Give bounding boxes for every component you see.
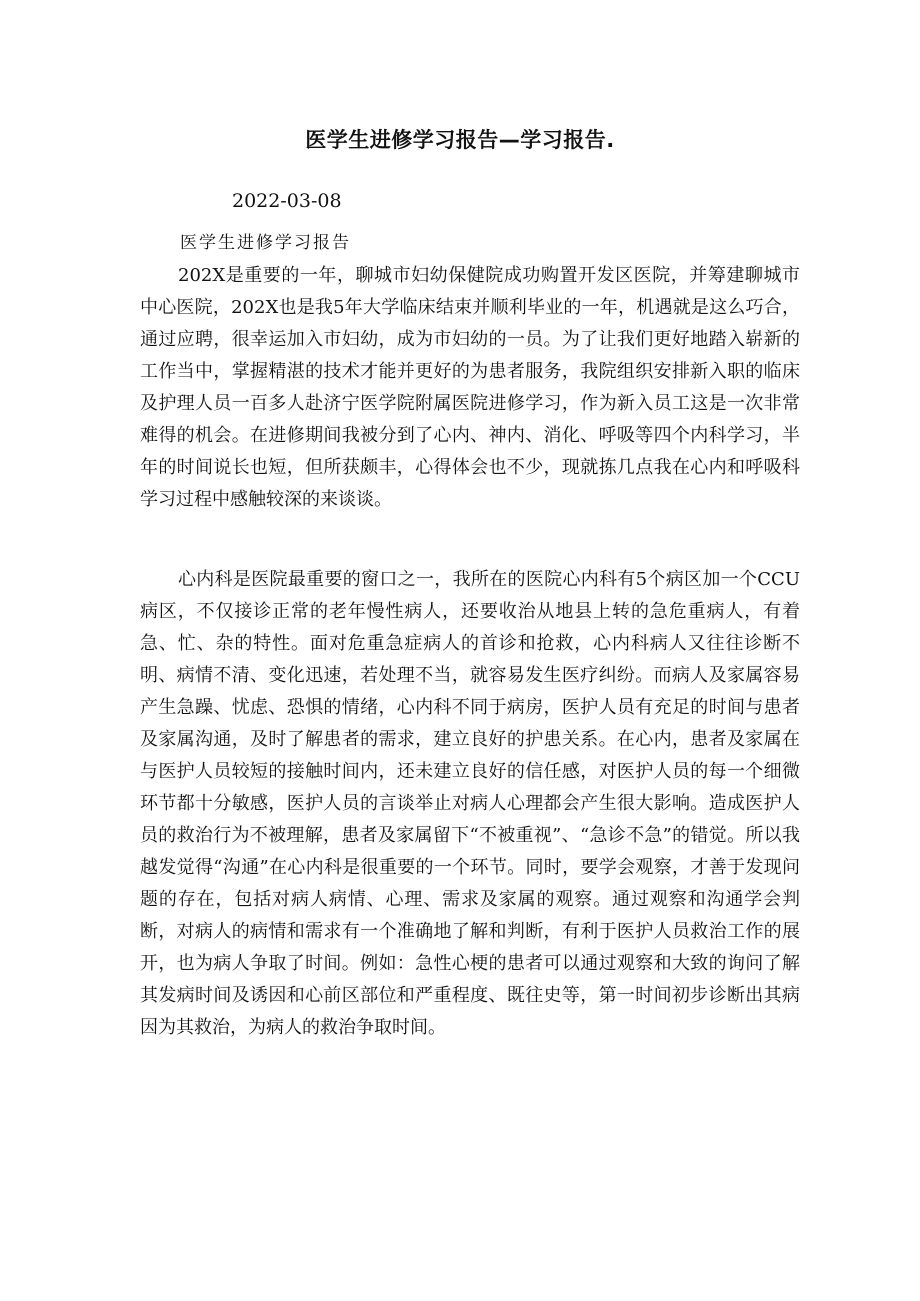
document-date: 2022-03-08 bbox=[232, 190, 342, 212]
paragraph-cardiology: 心内科是医院最重要的窗口之一，我所在的医院心内科有5个病区加一个CCU病区，不仅接诊正常的老年慢性病人，还要收治从地县上转的急危重病人，有着急、忙、杂的特性。面对危重急症病人的首诊和抢救，心内科病人又往往诊断不明、病情不清、变化迅速，若处理不当，就容易发生医疗纠纷。而病人及家属容易产生急躁、忧虑、恐惧的情绪，心内科不同于病房，医护人员有充足的时间与患者及家属沟通，及时了解患者的需求，建立良好的护患关系。在心内，患者及家属在与医护人员较短的接触时间内，还未建立良好的信任感，对医护人员的每一个细微环节都十分敏感，医护人员的言谈举止对病人心理都会产生很大影响。造成医护人员的救治行为不被理解，患者及家属留下“不被重视”、“急诊不急”的错觉。所以我越发觉得“沟通”在心内科是很重要的一个环节。同时，要学会观察，才善于发现问题的存在，包括对病人病情、心理、需求及家属的观察。通过观察和沟通学会判断，对病人的病情和需求有一个准确地了解和判断，有利于医护人员救治工作的展开，也为病人争取了时间。例如：急性心梗的患者可以通过观察和大致的询问了解其发病时间及诱因和心前区部位和严重程度、既往史等，第一时间初步诊断出其病因为其救治，为病人的救治争取时间。 bbox=[140, 569, 800, 1038]
document-title: 医学生进修学习报告—学习报告. bbox=[305, 128, 615, 152]
document-subheading: 医学生进修学习报告 bbox=[180, 233, 351, 253]
paragraph-intro: 202X是重要的一年，聊城市妇幼保健院成功购置开发区医院，并筹建聊城市中心医院，202X也是我5年大学临床结束并顺利毕业的一年，机遇就是这么巧合，通过应聘，很幸运加入市妇幼，成为市妇幼的一员。为了让我们更好地踏入崭新的工作当中，掌握精湛的技术才能并更好的为患者服务，我院组织安排新入职的临床及护理人员一百多人赴济宁医学院附属医院进修学习，作为新入员工这是一次非常难得的机会。在进修期间我被分到了心内、神内、消化、呼吸等四个内科学习，半年的时间说长也短，但所获颇丰，心得体会也不少，现就拣几点我在心内和呼吸科学习过程中感触较深的来谈谈。 bbox=[140, 265, 800, 510]
